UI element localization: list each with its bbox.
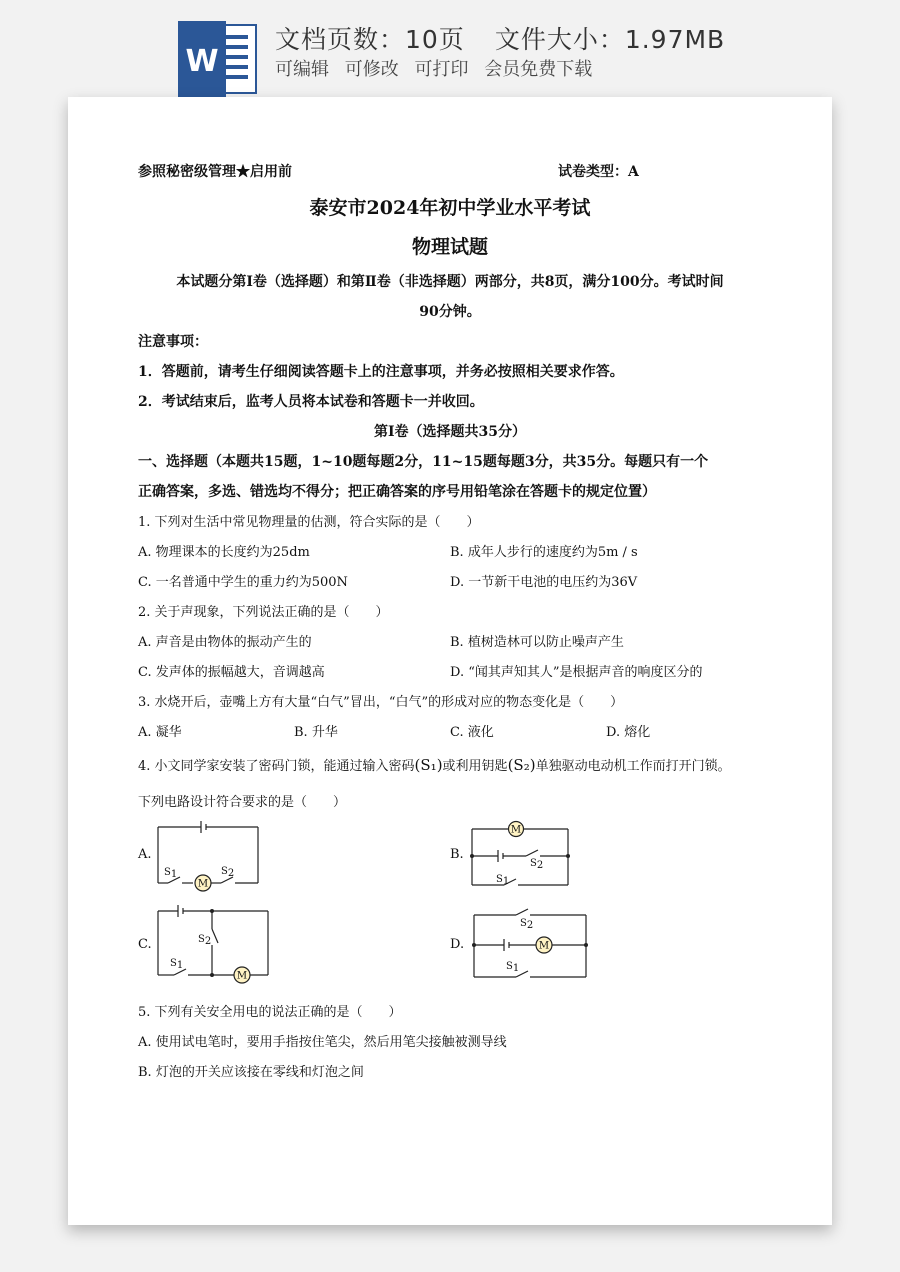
switch-s2-symbol: (S₂) [507, 756, 536, 774]
question-4-stem-part-a: 4. 小文同学家安装了密码门锁，能通过输入密码 [138, 759, 415, 774]
file-size: 文件大小：1.97MB [494, 25, 726, 54]
switch-s1-label: S1 [170, 958, 184, 971]
paper-type: 试卷类型：A [558, 164, 639, 180]
switch-s1-label: S1 [164, 867, 178, 880]
switch-s1-symbol: (S₁) [414, 756, 443, 774]
file-info [275, 20, 725, 56]
question-5-option-a: A. 使用试电笔时，要用手指按住笔尖，然后用笔尖接触被测导线 [138, 1035, 507, 1050]
question-3-option-b: B. 升华 [294, 725, 338, 740]
svg-text:W: W [185, 44, 219, 79]
question-5-option-b: B. 灯泡的开关应该接在零线和灯泡之间 [138, 1065, 364, 1080]
switch-s2-label: S2 [221, 866, 235, 879]
switch-s2-lever [212, 929, 218, 943]
notice-item-2: 2．考试结束后，监考人员将本试卷和答题卡一并收回。 [138, 394, 484, 410]
circuit-c-label: C. [138, 937, 152, 952]
question-5-stem: 5. 下列有关安全用电的说法正确的是（ ） [138, 1005, 402, 1020]
motor-label: M [538, 940, 550, 952]
section-heading-1: 一、选择题（本题共15题，1~10题每题2分，11~15题每题3分，共35分。每题只有一个 [138, 454, 709, 470]
question-4-stem-part-c: 单独驱动电动机工作而打开门锁。 [535, 759, 731, 774]
circuit-d-label: D. [450, 937, 465, 952]
word-document-icon [178, 21, 258, 97]
secret-label: 参照秘密级管理★启用前 [138, 164, 292, 180]
switch-s1-label: S1 [506, 961, 520, 974]
download-banner [0, 0, 900, 100]
circuit-b-label: B. [450, 847, 464, 862]
question-2-option-d: D. “闻其声知其人”是根据声音的响度区分的 [450, 665, 703, 680]
motor-label: M [510, 824, 522, 836]
question-1-option-a: A. 物理课本的长度约为25dm [138, 545, 310, 560]
feature-editable: 可编辑 [275, 59, 329, 80]
section-heading-2: 正确答案，多选、错选均不得分；把正确答案的序号用铅笔涂在答题卡的规定位置） [138, 484, 656, 500]
question-3-option-a: A. 凝华 [138, 725, 182, 740]
document-page [68, 97, 832, 1225]
question-3-stem: 3. 水烧开后，壶嘴上方有大量“白气”冒出，“白气”的形成对应的物态变化是（ ） [138, 695, 624, 710]
page-count: 文档页数：10页 [275, 25, 465, 54]
circuit-b-diagram [466, 819, 574, 889]
question-3-option-d: D. 熔化 [606, 725, 651, 740]
exam-subtitle: 物理试题 [411, 236, 488, 258]
circuit-a-label: A. [138, 847, 152, 862]
question-2-option-b: B. 植树造林可以防止噪声产生 [450, 635, 624, 650]
exam-title: 泰安市2024年初中学业水平考试 [309, 197, 591, 219]
question-2-option-a: A. 声音是由物体的振动产生的 [138, 635, 312, 650]
question-4-stem [138, 755, 731, 774]
question-1-stem: 1. 下列对生活中常见物理量的估测，符合实际的是（ ） [138, 515, 480, 530]
motor-label: M [236, 970, 248, 982]
question-2-stem: 2. 关于声现象，下列说法正确的是（ ） [138, 605, 389, 620]
feature-list [275, 55, 602, 81]
circuit-d-diagram [470, 907, 590, 983]
notice-item-1: 1．答题前，请考生仔细阅读答题卡上的注意事项，并务必按照相关要求作答。 [138, 364, 624, 380]
switch-s2-lever [526, 850, 538, 856]
circuit-c-diagram [154, 903, 272, 983]
feature-modifiable: 可修改 [344, 59, 399, 80]
question-3-option-c: C. 液化 [450, 725, 494, 740]
switch-s2-label: S2 [520, 918, 534, 931]
part1-heading: 第Ⅰ卷（选择题共35分） [373, 424, 527, 440]
switch-s2-label: S2 [530, 858, 544, 871]
switch-s2-label: S2 [198, 934, 212, 947]
notice-heading: 注意事项： [138, 334, 208, 350]
intro-line-2: 90分钟。 [419, 304, 481, 320]
question-2-option-c: C. 发声体的振幅越大，音调越高 [138, 665, 325, 680]
question-1-option-d: D. 一节新干电池的电压约为36V [450, 575, 638, 590]
feature-printable: 可打印 [414, 59, 469, 80]
intro-line-1: 本试题分第Ⅰ卷（选择题）和第Ⅱ卷（非选择题）两部分，共8页，满分100分。考试时间 [176, 274, 724, 290]
question-1-option-b: B. 成年人步行的速度约为5m / s [450, 545, 638, 560]
switch-s1-label: S1 [496, 874, 510, 887]
question-4-stem-2: 下列电路设计符合要求的是（ ） [138, 795, 347, 810]
question-4-stem-part-b: 或利用钥匙 [442, 759, 508, 774]
switch-s2-lever [516, 909, 528, 915]
question-1-option-c: C. 一名普通中学生的重力约为500N [138, 575, 348, 590]
motor-label: M [197, 878, 209, 890]
feature-member-download[interactable]: 会员免费下载 [484, 59, 593, 80]
circuit-a-diagram [153, 817, 263, 889]
